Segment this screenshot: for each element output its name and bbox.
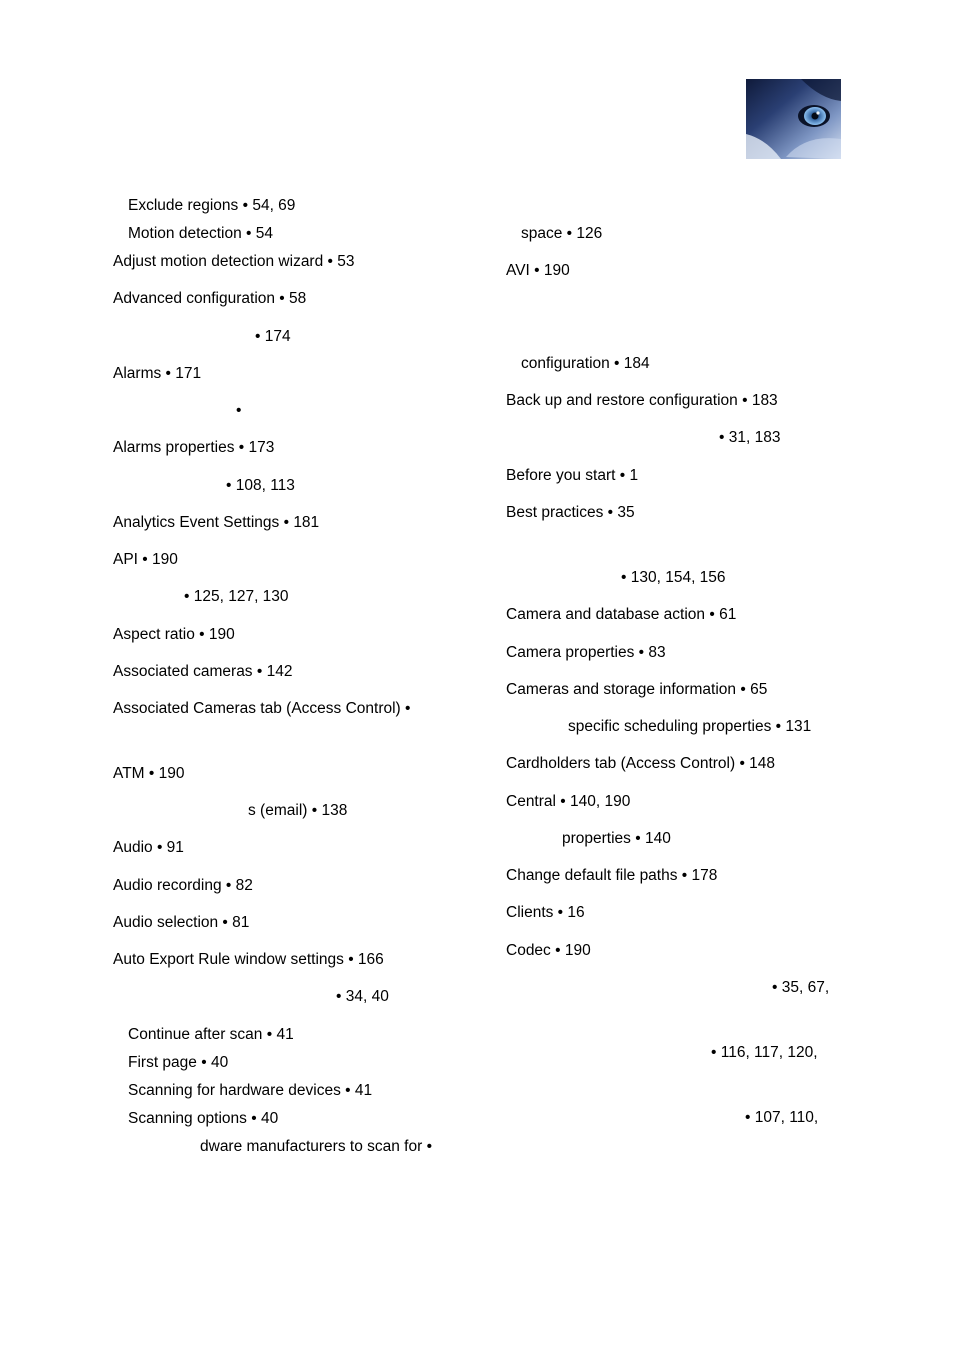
- index-entry: • 116, 117, 120,: [711, 1044, 818, 1061]
- index-entry: Scanning for hardware devices • 41: [128, 1082, 373, 1099]
- wolf-eye-logo-icon: [746, 79, 841, 159]
- index-entry: Audio selection • 81: [113, 914, 250, 931]
- index-entry: dware manufacturers to scan for •: [200, 1138, 433, 1155]
- index-entry: Motion detection • 54: [128, 225, 274, 242]
- index-entry: s (email) • 138: [248, 802, 348, 819]
- index-entry: Cameras and storage information • 65: [506, 681, 768, 698]
- index-entry: Analytics Event Settings • 181: [113, 514, 320, 531]
- index-entry: Adjust motion detection wizard • 53: [113, 253, 355, 270]
- index-entry: • 174: [255, 328, 291, 345]
- index-entry: Change default file paths • 178: [506, 867, 718, 884]
- index-entry: Associated Cameras tab (Access Control) •: [113, 700, 411, 717]
- index-entry: Clients • 16: [506, 904, 585, 921]
- index-entry: Audio recording • 82: [113, 877, 253, 894]
- index-entry: • 108, 113: [226, 477, 295, 494]
- index-entry: Codec • 190: [506, 942, 591, 959]
- index-entry: • 125, 127, 130: [184, 588, 289, 605]
- index-entry: Scanning options • 40: [128, 1110, 279, 1127]
- index-entry: Back up and restore configuration • 183: [506, 392, 778, 409]
- index-entry: First page • 40: [128, 1054, 229, 1071]
- index-entry: Auto Export Rule window settings • 166: [113, 951, 384, 968]
- index-entry: specific scheduling properties • 131: [568, 718, 812, 735]
- index-entry: Advanced configuration • 58: [113, 290, 307, 307]
- index-entry: •: [236, 402, 242, 419]
- index-entry: Camera properties • 83: [506, 644, 666, 661]
- index-entry: Camera and database action • 61: [506, 606, 737, 623]
- index-entry: Central • 140, 190: [506, 793, 631, 810]
- index-entry: Associated cameras • 142: [113, 663, 293, 680]
- index-entry: • 107, 110,: [745, 1109, 819, 1126]
- index-entry: Cardholders tab (Access Control) • 148: [506, 755, 776, 772]
- index-entry: • 35, 67,: [772, 979, 830, 996]
- index-entry: • 31, 183: [719, 429, 781, 446]
- index-entry: configuration • 184: [521, 355, 650, 372]
- index-entry: Continue after scan • 41: [128, 1026, 294, 1043]
- index-entry: • 34, 40: [336, 988, 389, 1005]
- index-entry: API • 190: [113, 551, 178, 568]
- index-entry: Before you start • 1: [506, 467, 639, 484]
- index-entry: Exclude regions • 54, 69: [128, 197, 296, 214]
- index-entry: Best practices • 35: [506, 504, 635, 521]
- index-entry: • 130, 154, 156: [621, 569, 726, 586]
- index-entry: Audio • 91: [113, 839, 184, 856]
- index-entry: space • 126: [521, 225, 603, 242]
- index-entry: properties • 140: [562, 830, 671, 847]
- index-entry: ATM • 190: [113, 765, 185, 782]
- index-entry: AVI • 190: [506, 262, 570, 279]
- index-entry: Alarms • 171: [113, 365, 202, 382]
- index-entry: Alarms properties • 173: [113, 439, 275, 456]
- index-entry: Aspect ratio • 190: [113, 626, 235, 643]
